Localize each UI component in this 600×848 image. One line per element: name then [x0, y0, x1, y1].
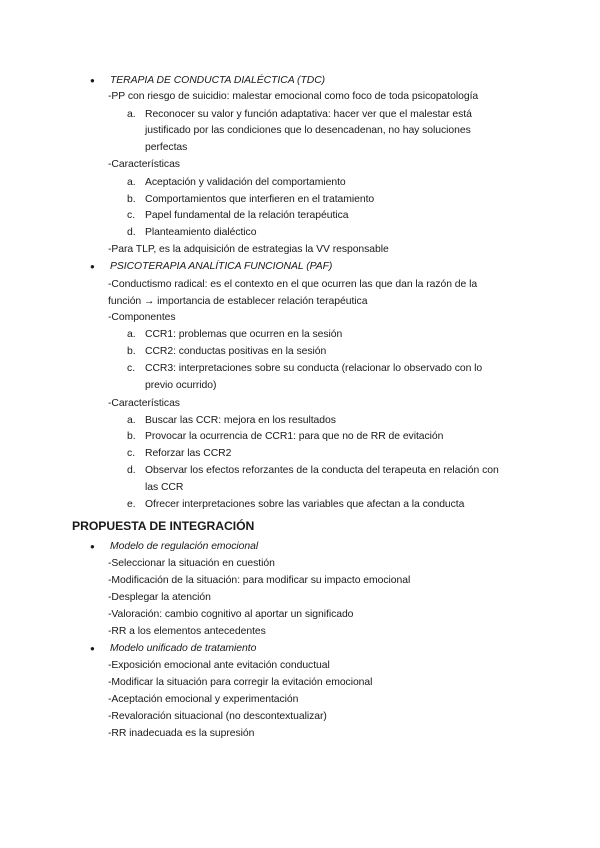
- subheader-caracteristicas: -Características: [108, 398, 180, 409]
- text-line: -RR a los elementos antecedentes: [108, 626, 266, 637]
- text-line: -Desplegar la atención: [108, 592, 211, 603]
- list-item-text: Buscar las CCR: mejora en los resultados: [145, 415, 336, 426]
- list-item-text: CCR3: interpretaciones sobre su conducta (relacionar lo observado con lo: [145, 363, 483, 374]
- text-line: -Conductismo radical: es el contexto en el que ocurren las que dan la razón de la: [108, 279, 478, 290]
- model-title-unificado: Modelo unificado de tratamiento: [110, 643, 257, 654]
- section-title-paf: PSICOTERAPIA ANALÍTICA FUNCIONAL (PAF): [110, 261, 333, 272]
- text-line: -Modificar la situación para corregir la evitación emocional: [108, 677, 373, 688]
- list-item-text: Papel fundamental de la relación terapéutica: [145, 210, 349, 221]
- text-line: -RR inadecuada es la supresión: [108, 728, 255, 739]
- subheader-caracteristicas: -Características: [108, 159, 180, 170]
- list-marker: c.: [127, 448, 136, 459]
- text-line: -Valoración: cambio cognitivo al aportar un significado: [108, 609, 354, 620]
- text-line: -PP con riesgo de suicidio: malestar emocional como foco de toda psicopatología: [108, 91, 479, 102]
- list-item-text: Planteamiento dialéctico: [145, 227, 257, 238]
- text-line: función → importancia de establecer relación terapéutica: [108, 296, 368, 307]
- list-item-text: las CCR: [145, 482, 184, 493]
- list-marker: a.: [127, 109, 136, 120]
- list-marker: a.: [127, 329, 136, 340]
- text-line: -Modificación de la situación: para modificar su impacto emocional: [108, 575, 411, 586]
- list-marker: b.: [127, 194, 136, 205]
- list-marker: e.: [127, 499, 136, 510]
- list-marker: b.: [127, 346, 136, 357]
- text-line: -Aceptación emocional y experimentación: [108, 694, 299, 705]
- heading-propuesta: PROPUESTA DE INTEGRACIÓN: [72, 519, 255, 533]
- list-item-text: CCR2: conductas positivas en la sesión: [145, 346, 327, 357]
- list-item-text: justificado por las condiciones que lo desencadenan, no hay soluciones: [145, 125, 471, 136]
- list-item-text: CCR1: problemas que ocurren en la sesión: [145, 329, 343, 340]
- text-line: -Para TLP, es la adquisición de estrategias la VV responsable: [108, 244, 389, 255]
- text-line: -Revaloración situacional (no descontextualizar): [108, 711, 327, 722]
- list-item-text: Provocar la ocurrencia de CCR1: para que no de RR de evitación: [145, 431, 444, 442]
- bullet-icon: ●: [90, 542, 95, 551]
- list-item-text: previo ocurrido): [145, 380, 217, 391]
- list-item-text: Ofrecer interpretaciones sobre las variables que afectan a la conducta: [145, 499, 465, 510]
- text-line: -Seleccionar la situación en cuestión: [108, 558, 275, 569]
- list-item-text: Reforzar las CCR2: [145, 448, 232, 459]
- list-item-text: perfectas: [145, 142, 188, 153]
- text-line: -Exposición emocional ante evitación conductual: [108, 660, 330, 671]
- subheader-componentes: -Componentes: [108, 312, 176, 323]
- list-marker: d.: [127, 465, 136, 476]
- bullet-icon: ●: [90, 644, 95, 653]
- list-marker: a.: [127, 415, 136, 426]
- section-title-tdc: TERAPIA DE CONDUCTA DIALÉCTICA (TDC): [110, 75, 326, 86]
- list-marker: a.: [127, 177, 136, 188]
- bullet-icon: ●: [90, 76, 95, 85]
- list-item-text: Aceptación y validación del comportamiento: [145, 177, 346, 188]
- list-marker: c.: [127, 210, 136, 221]
- list-item-text: Comportamientos que interfieren en el tratamiento: [145, 194, 375, 205]
- model-title-regulacion: Modelo de regulación emocional: [110, 541, 259, 552]
- list-marker: d.: [127, 227, 136, 238]
- bullet-icon: ●: [90, 262, 95, 271]
- list-item-text: Reconocer su valor y función adaptativa: hacer ver que el malestar está: [145, 109, 472, 120]
- list-marker: c.: [127, 363, 136, 374]
- list-marker: b.: [127, 431, 136, 442]
- list-item-text: Observar los efectos reforzantes de la conducta del terapeuta en relación con: [145, 465, 499, 476]
